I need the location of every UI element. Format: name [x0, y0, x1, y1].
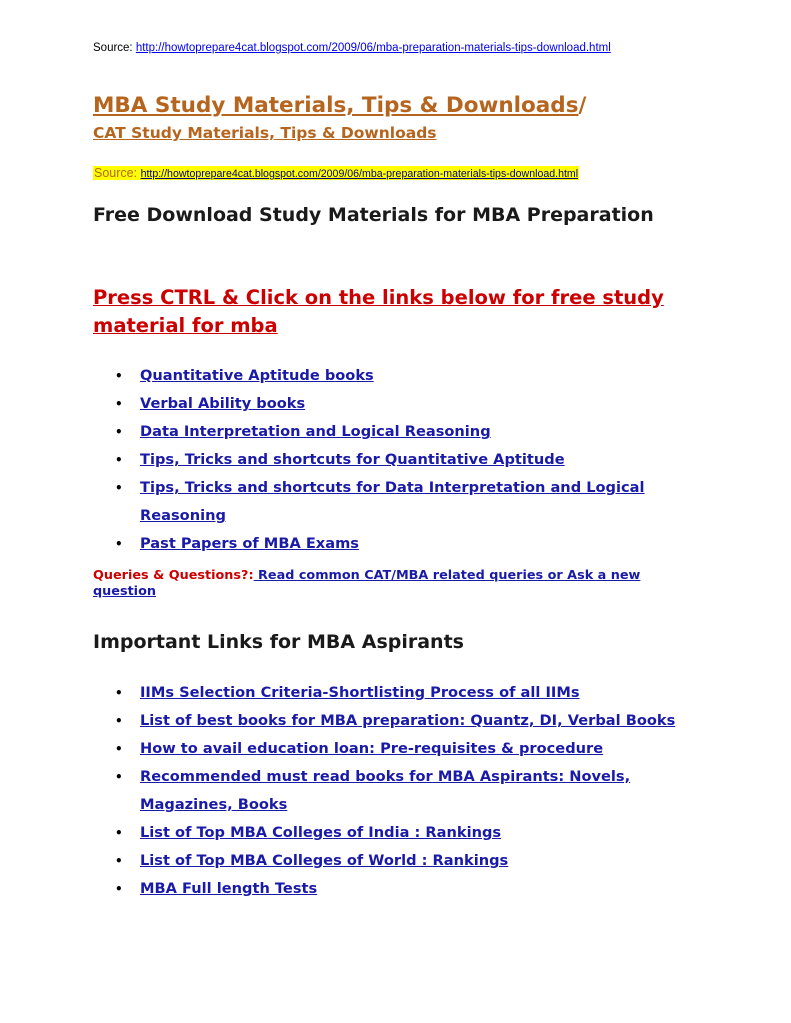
- list-item: [93, 707, 713, 735]
- bullet-icon: •: [115, 742, 123, 756]
- bullet-icon: •: [115, 686, 123, 700]
- queries-line: [93, 568, 693, 600]
- queries-link[interactable]: Read common CAT/MBA related queries or Ask a new question: [93, 568, 641, 599]
- highlighted-source-line: [93, 166, 579, 180]
- heading-press-ctrl: [93, 284, 723, 340]
- important-links-list: [93, 679, 713, 903]
- list-item: [93, 819, 713, 847]
- study-link-tips-di-lr[interactable]: Tips, Tricks and shortcuts for Data Interpretation and Logical Reasoning: [140, 479, 645, 524]
- bullet-icon: •: [115, 481, 123, 495]
- list-item: [93, 530, 713, 558]
- bullet-icon: •: [115, 397, 123, 411]
- heading-press-ctrl-text: Press CTRL & Click on the links below for free study material for mba: [93, 286, 664, 337]
- list-item: [93, 474, 713, 530]
- heading-important-links: Important Links for MBA Aspirants: [93, 631, 464, 653]
- study-link-di-lr[interactable]: Data Interpretation and Logical Reasoning: [140, 423, 491, 440]
- important-link-iims-criteria[interactable]: IIMs Selection Criteria-Shortlisting Process of all IIMs: [140, 684, 580, 701]
- list-item: [93, 418, 713, 446]
- bullet-icon: •: [115, 714, 123, 728]
- bullet-icon: •: [115, 854, 123, 868]
- heading-free-download: Free Download Study Materials for MBA Preparation: [93, 204, 654, 226]
- list-item: [93, 446, 713, 474]
- bullet-icon: •: [115, 453, 123, 467]
- title-mba-link[interactable]: MBA Study Materials, Tips & Downloads: [93, 93, 579, 118]
- bullet-icon: •: [115, 882, 123, 896]
- queries-label: Queries & Questions?:: [93, 568, 254, 583]
- list-item: [93, 847, 713, 875]
- important-link-recommended-books[interactable]: Recommended must read books for MBA Aspirants: Novels, Magazines, Books: [140, 768, 631, 813]
- bullet-icon: •: [115, 537, 123, 551]
- page-title: [93, 93, 586, 118]
- page-subtitle: [93, 124, 437, 142]
- important-link-education-loan[interactable]: How to avail education loan: Pre-requisites & procedure: [140, 740, 604, 757]
- important-link-colleges-india[interactable]: List of Top MBA Colleges of India : Rankings: [140, 824, 502, 841]
- list-item: [93, 735, 713, 763]
- title-cat-link[interactable]: CAT Study Materials, Tips & Downloads: [93, 124, 437, 142]
- highlighted-source-link[interactable]: http://howtoprepare4cat.blogspot.com/2009/06/mba-preparation-materials-tips-download.html: [140, 168, 579, 180]
- highlighted-source-label: Source:: [94, 166, 141, 180]
- list-item: [93, 763, 713, 819]
- study-link-past-papers[interactable]: Past Papers of MBA Exams: [140, 535, 359, 552]
- title-slash: /: [578, 93, 587, 118]
- list-item: [93, 390, 713, 418]
- top-source-line: [93, 42, 611, 54]
- bullet-icon: •: [115, 770, 123, 784]
- list-item: [93, 679, 713, 707]
- study-links-list: [93, 362, 713, 558]
- list-item: [93, 875, 713, 903]
- important-link-best-books[interactable]: List of best books for MBA preparation: Quantz, DI, Verbal Books: [140, 712, 676, 729]
- list-item: [93, 362, 713, 390]
- important-link-full-tests[interactable]: MBA Full length Tests: [140, 880, 318, 897]
- study-link-quant[interactable]: Quantitative Aptitude books: [140, 367, 374, 384]
- top-source-label: Source:: [93, 42, 136, 54]
- important-link-colleges-world[interactable]: List of Top MBA Colleges of World : Rankings: [140, 852, 509, 869]
- study-link-tips-quant[interactable]: Tips, Tricks and shortcuts for Quantitative Aptitude: [140, 451, 565, 468]
- study-link-verbal[interactable]: Verbal Ability books: [140, 395, 306, 412]
- bullet-icon: •: [115, 826, 123, 840]
- top-source-link[interactable]: http://howtoprepare4cat.blogspot.com/2009/06/mba-preparation-materials-tips-download.html: [135, 42, 611, 54]
- bullet-icon: •: [115, 369, 123, 383]
- bullet-icon: •: [115, 425, 123, 439]
